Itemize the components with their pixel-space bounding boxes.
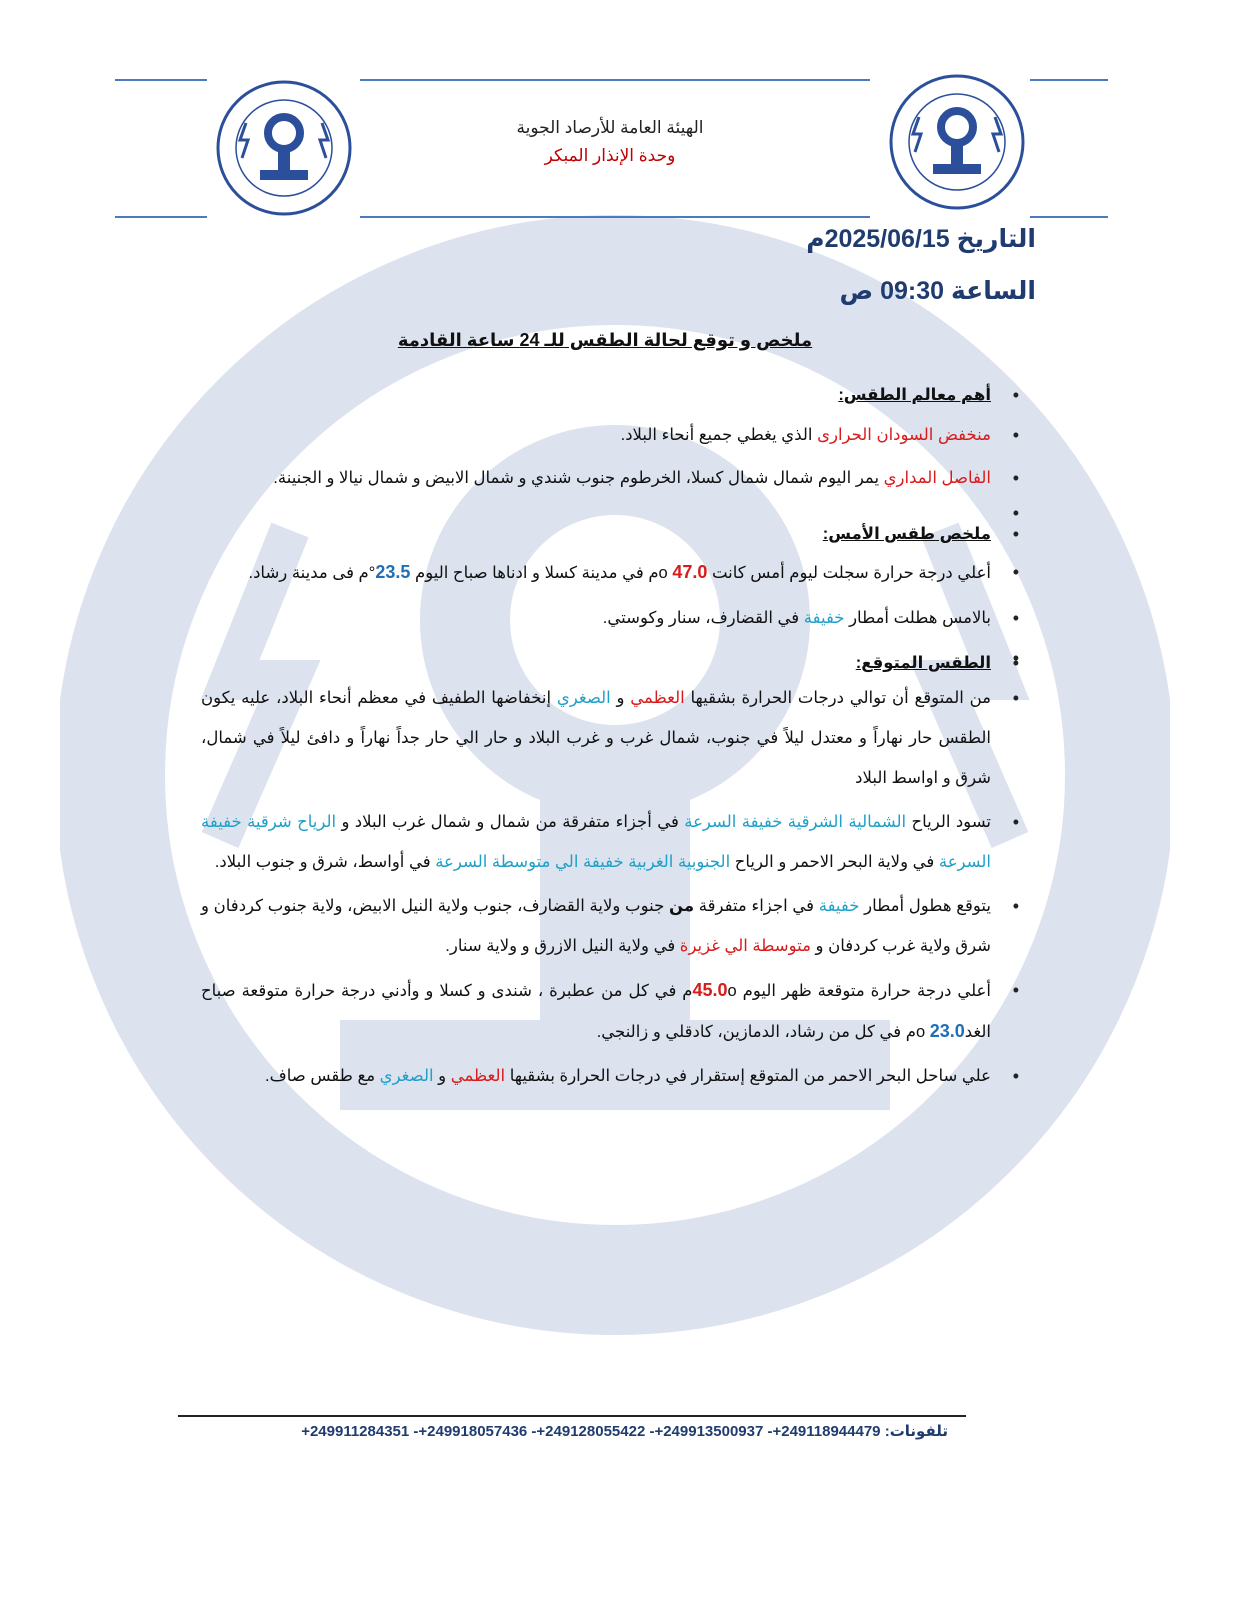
section-heading: • الطقس المتوقع:	[201, 648, 991, 678]
list-item: • أعلي درجة حرارة متوقعة ظهر اليوم 45.0oم في كل من عطبرة ، شندى و كسلا و وأدني درجة حرارة متوقعة صباح الغد23.0 oم في كل من رشاد، الدمازين، كادقلي و زالنجي.	[201, 970, 991, 1052]
list-item: • من المتوقع أن توالي درجات الحرارة بشقيها العظمي و الصغري إنخفاضها الطفيف في معظم أنحاء البلاد، عليه يكون الطقس حار نهاراً و معتدل ليلاً في جنوب، شمال غرب و غرب البلاد و حار الي حار جداً نهاراً و دافئ ليلاً في شمال، شرق و اواسط البلاد	[201, 678, 991, 798]
footer-rule	[178, 1415, 966, 1417]
list-item: • علي ساحل البحر الاحمر من المتوقع إستقرار في درجات الحرارة بشقيها العظمي و الصغري مع طقس صاف.	[201, 1056, 991, 1096]
list-item: • يتوقع هطول أمطار خفيفة في اجزاء متفرقة من جنوب ولاية القضارف، جنوب ولاية النيل الابيض، ولاية جنوب كردفان و شرق ولاية غرب كردفان و متوسطة الي غزيرة في ولاية النيل الازرق و ولاية سنار.	[201, 886, 991, 966]
header-rule	[1030, 216, 1108, 218]
time-label: الساعة	[950, 277, 1036, 305]
authority-logo	[214, 78, 354, 218]
phones-label: تلفونات:	[884, 1423, 948, 1440]
authority-logo	[887, 72, 1027, 212]
org-name: الهيئة العامة للأرصاد الجوية	[516, 118, 704, 137]
footer-phones	[178, 1422, 948, 1440]
unit-name: وحدة الإنذار المبكر	[544, 146, 676, 165]
section-heading: • ملخص طقس الأمس:	[201, 517, 991, 551]
header-rule	[360, 79, 870, 81]
list-item: • تسود الرياح الشمالية الشرقية خفيفة السرعة في أجزاء متفرقة من شمال و شمال غرب البلاد و الرياح شرقية خفيفة السرعة في ولاية البحر الاحمر و الرياح الجنوبية الغربية خفيفة الي متوسطة السرعة في أواسط، شرق و جنوب البلاد.	[201, 802, 991, 882]
list-item: • بالامس هطلت أمطار خفيفة في القضارف، سنار وكوستي.	[201, 598, 991, 638]
header-rule	[115, 79, 207, 81]
list-item: • منخفض السودان الحرارى الذي يغطي جميع أنحاء البلاد.	[201, 415, 991, 455]
phone-numbers: +249911284351 -+249918057436 -+249128055422 -+249913500937 -+249118944479	[301, 1423, 881, 1440]
header-rule	[1030, 79, 1108, 81]
report-title: ملخص و توقع لحالة الطقس للـ 24 ساعة القادمة	[397, 330, 813, 350]
list-item: • الفاصل المداري يمر اليوم شمال شمال كسلا، الخرطوم جنوب شندي و شمال الابيض و شمال نيالا و الجنينة.	[201, 463, 991, 493]
date-label: التاريخ	[956, 225, 1036, 253]
section-heading: • أهم معالم الطقس:	[201, 375, 991, 415]
header-rule	[115, 216, 207, 218]
list-item: • أعلي درجة حرارة سجلت ليوم أمس كانت 47.0 oم في مدينة كسلا و ادناها صباح اليوم 23.5°م فى مدينة رشاد.	[201, 551, 991, 594]
date-value: 2025/06/15م	[806, 225, 950, 253]
header-rule	[360, 216, 870, 218]
header-titles	[360, 118, 860, 166]
report-date	[806, 224, 1036, 254]
time-value: 09:30 ص	[839, 277, 945, 305]
report-body	[201, 375, 991, 1096]
report-time	[839, 276, 1036, 306]
